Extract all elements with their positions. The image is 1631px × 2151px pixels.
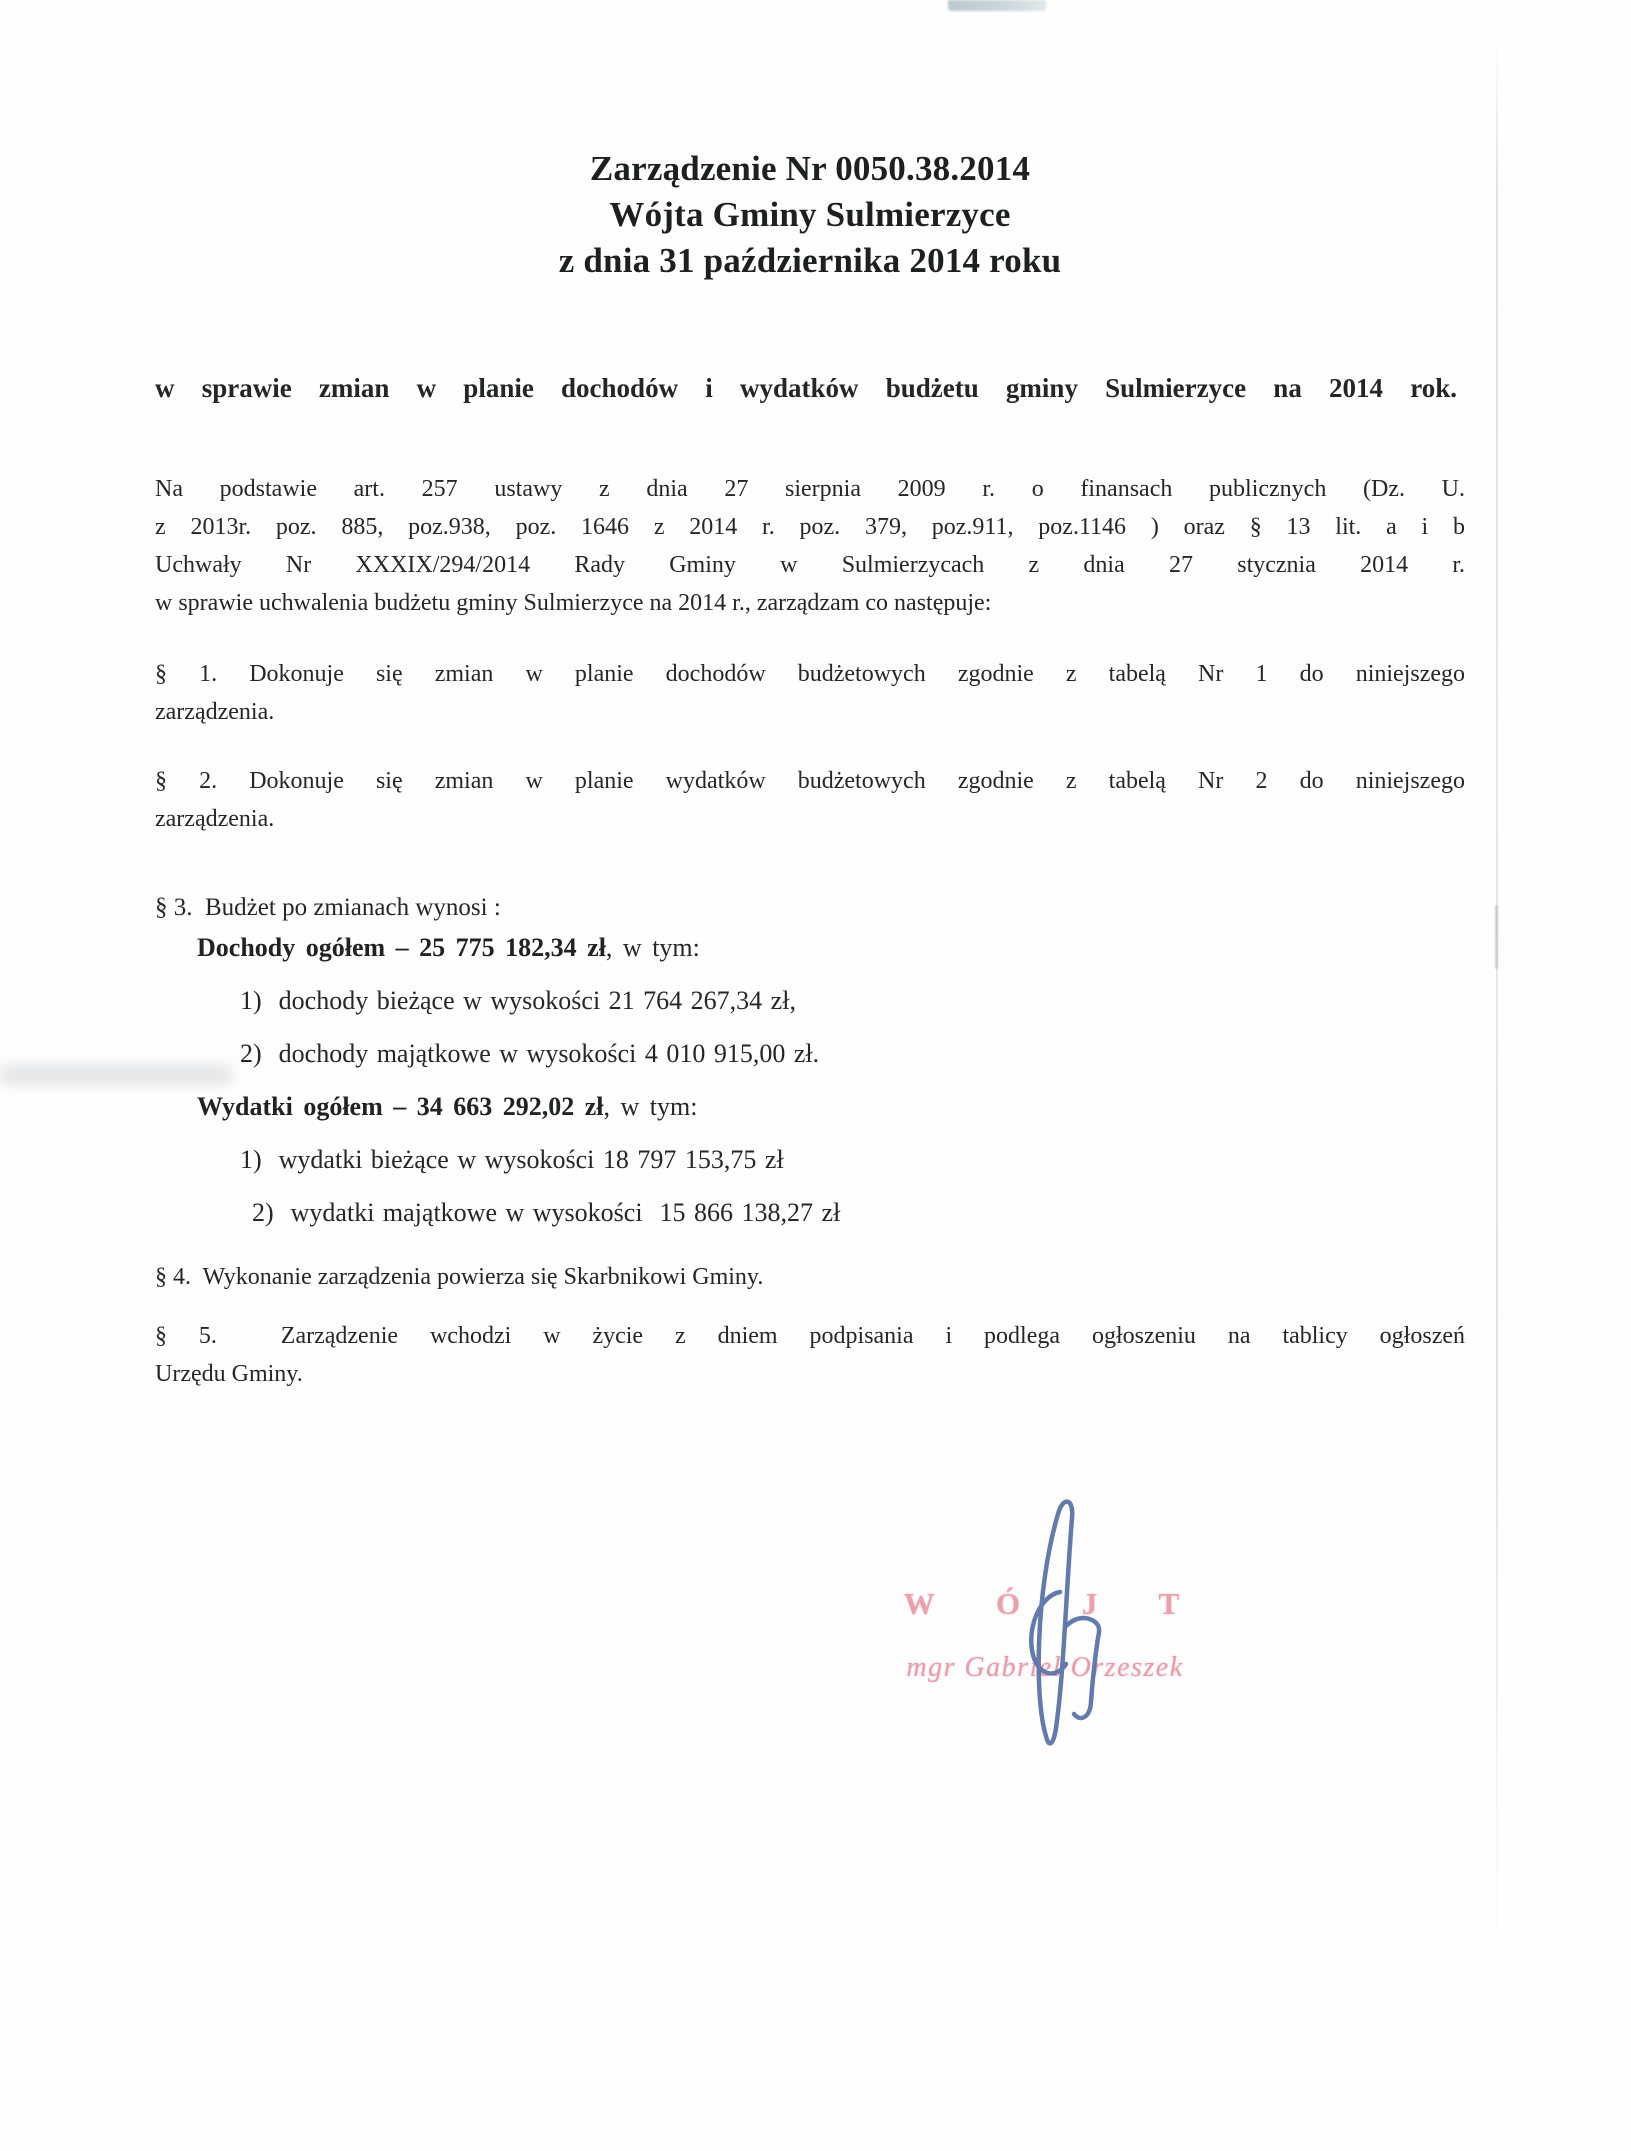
stamp-name: mgr Gabriel Orzeszek bbox=[906, 1652, 1184, 1683]
expense-item-current: 1) wydatki bieżące w wysokości 18 797 153,75 zł bbox=[240, 1145, 784, 1174]
income-total-line bbox=[197, 928, 1465, 968]
legal-basis-line: z 2013r. poz. 885, poz.938, poz. 1646 z 2014 r. poz. 379, poz.911, poz.1146 ) oraz § 13 lit. a i b bbox=[155, 514, 1465, 540]
section-2-line: § 2. Dokonuje się zmian w planie wydatków budżetowych zgodnie z tabelą Nr 2 do niniejszego bbox=[155, 768, 1465, 794]
title-line-number: Zarządzenie Nr 0050.38.2014 bbox=[589, 149, 1031, 188]
section-1 bbox=[155, 655, 1465, 731]
expense-total-line bbox=[197, 1087, 1465, 1127]
section-1-line: § 1. Dokonuje się zmian w planie dochodów budżetowych zgodnie z tabelą Nr 1 do niniejszego bbox=[155, 661, 1465, 687]
title-line-issuer: Wójta Gminy Sulmierzyce bbox=[609, 195, 1011, 234]
title-line-date: z dnia 31 października 2014 roku bbox=[558, 241, 1062, 280]
section-3-heading: § 3. Budżet po zmianach wynosi : bbox=[155, 894, 501, 921]
section-2 bbox=[155, 762, 1465, 838]
stamp-title-wojt: W Ó J T bbox=[903, 1586, 1207, 1621]
expense-item-capital: 2) wydatki majątkowe w wysokości 15 866 138,27 zł bbox=[252, 1198, 841, 1227]
section-4: § 4. Wykonanie zarządzenia powierza się Skarbnikowi Gminy. bbox=[155, 1264, 764, 1290]
legal-basis-line: w sprawie uchwalenia budżetu gminy Sulmierzyce na 2014 r., zarządzam co następuje: bbox=[155, 590, 992, 616]
expense-total-rest: , w tym: bbox=[603, 1092, 698, 1121]
section-2-line: zarządzenia. bbox=[155, 806, 275, 832]
document-content bbox=[155, 0, 1465, 1393]
income-item-current: 1) dochody bieżące w wysokości 21 764 267,34 zł, bbox=[240, 986, 796, 1015]
income-item-capital: 2) dochody majątkowe w wysokości 4 010 915,00 zł. bbox=[240, 1039, 820, 1068]
scan-artifact-right-line bbox=[1496, 38, 1498, 1978]
section-5-line: Urzędu Gminy. bbox=[155, 1361, 303, 1387]
legal-basis-line: Uchwały Nr XXXIX/294/2014 Rady Gminy w Sulmierzycach z dnia 27 stycznia 2014 r. bbox=[155, 552, 1465, 578]
scan-artifact-right-dash bbox=[1495, 905, 1498, 969]
signature-right-hook bbox=[1066, 1618, 1099, 1718]
income-total-bold: Dochody ogółem – 25 775 182,34 zł bbox=[197, 933, 606, 962]
section-1-line: zarządzenia. bbox=[155, 699, 275, 725]
signature-ink bbox=[1008, 1492, 1124, 1748]
legal-basis-line: Na podstawie art. 257 ustawy z dnia 27 sierpnia 2009 r. o finansach publicznych (Dz. U. bbox=[155, 476, 1465, 502]
section-5 bbox=[155, 1317, 1465, 1393]
income-total-rest: , w tym: bbox=[605, 933, 700, 962]
expense-total-bold: Wydatki ogółem – 34 663 292,02 zł bbox=[197, 1092, 604, 1121]
document-title bbox=[155, 146, 1465, 284]
legal-basis-paragraph bbox=[155, 470, 1465, 622]
section-5-line: § 5. Zarządzenie wchodzi w życie z dniem podpisania i podlega ogłoszeniu na tablicy ogłoszeń bbox=[155, 1323, 1465, 1349]
subject-line: w sprawie zmian w planie dochodów i wydatków budżetu gminy Sulmierzyce na 2014 rok. bbox=[155, 373, 1457, 403]
